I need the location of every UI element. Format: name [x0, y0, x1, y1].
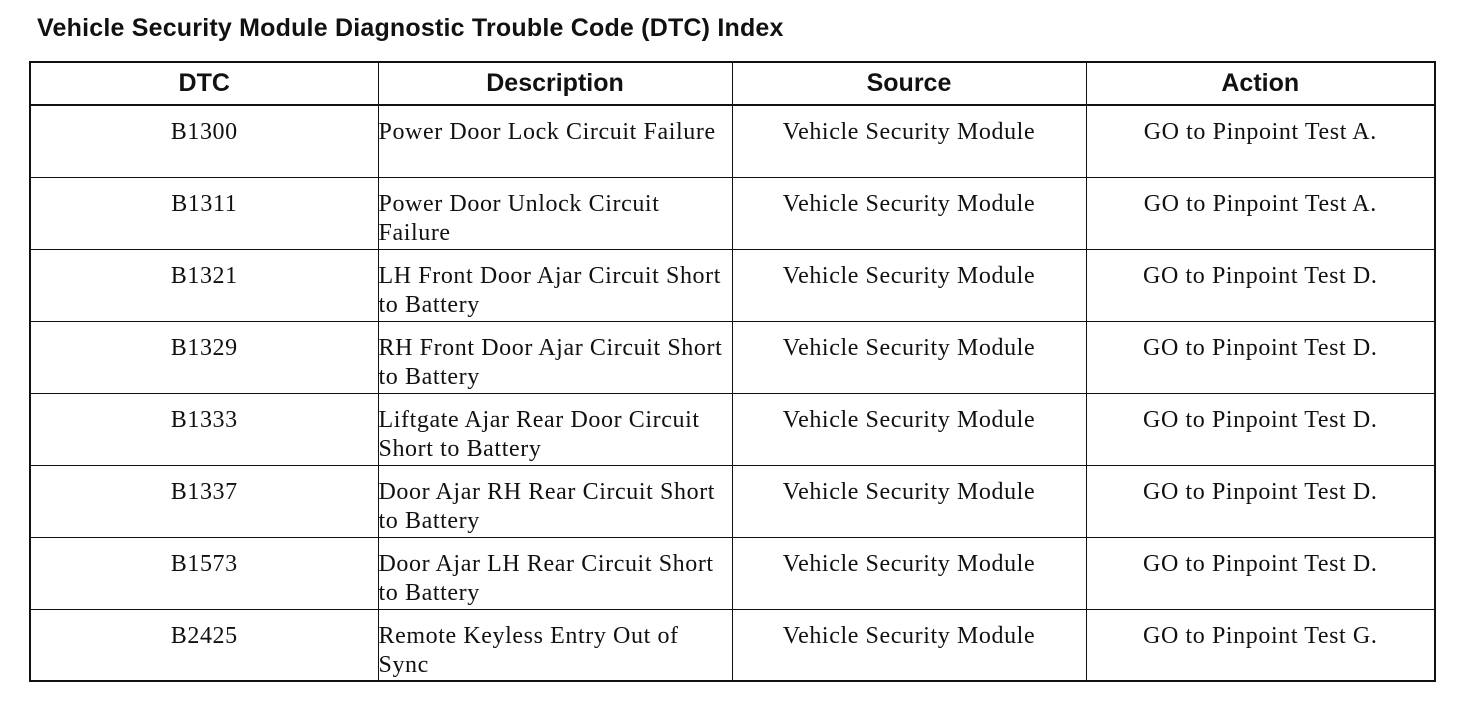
dtc-code-cell: B1573: [30, 537, 378, 609]
source-cell: Vehicle Security Module: [732, 177, 1086, 249]
header-action: Action: [1086, 62, 1435, 105]
table-body: [30, 105, 1435, 681]
header-row: [30, 62, 1435, 105]
dtc-code-cell: B1333: [30, 393, 378, 465]
dtc-code-cell: B1300: [30, 105, 378, 177]
table-header: [30, 62, 1435, 105]
dtc-code-cell: B1337: [30, 465, 378, 537]
source-cell: Vehicle Security Module: [732, 249, 1086, 321]
action-cell: GO to Pinpoint Test D.: [1086, 537, 1435, 609]
description-cell: Remote Keyless Entry Out of Sync: [378, 609, 732, 681]
page-title: Vehicle Security Module Diagnostic Trouble Code (DTC) Index: [37, 14, 784, 42]
table-row: [30, 465, 1435, 537]
action-cell: GO to Pinpoint Test A.: [1086, 105, 1435, 177]
action-cell: GO to Pinpoint Test D.: [1086, 321, 1435, 393]
description-cell: Door Ajar RH Rear Circuit Short to Battery: [378, 465, 732, 537]
header-description: Description: [378, 62, 732, 105]
description-cell: LH Front Door Ajar Circuit Short to Battery: [378, 249, 732, 321]
source-cell: Vehicle Security Module: [732, 321, 1086, 393]
action-cell: GO to Pinpoint Test D.: [1086, 249, 1435, 321]
source-cell: Vehicle Security Module: [732, 393, 1086, 465]
dtc-index-table: [29, 61, 1436, 682]
header-dtc: DTC: [30, 62, 378, 105]
action-cell: GO to Pinpoint Test D.: [1086, 465, 1435, 537]
description-cell: RH Front Door Ajar Circuit Short to Battery: [378, 321, 732, 393]
description-cell: Liftgate Ajar Rear Door Circuit Short to Battery: [378, 393, 732, 465]
description-cell: Door Ajar LH Rear Circuit Short to Battery: [378, 537, 732, 609]
dtc-code-cell: B1311: [30, 177, 378, 249]
description-cell: Power Door Unlock Circuit Failure: [378, 177, 732, 249]
table-row: [30, 177, 1435, 249]
table-row: [30, 609, 1435, 681]
action-cell: GO to Pinpoint Test G.: [1086, 609, 1435, 681]
table-row: [30, 321, 1435, 393]
action-cell: GO to Pinpoint Test A.: [1086, 177, 1435, 249]
header-source: Source: [732, 62, 1086, 105]
dtc-code-cell: B1329: [30, 321, 378, 393]
table-row: [30, 249, 1435, 321]
source-cell: Vehicle Security Module: [732, 609, 1086, 681]
source-cell: Vehicle Security Module: [732, 537, 1086, 609]
table-row: [30, 537, 1435, 609]
dtc-code-cell: B2425: [30, 609, 378, 681]
dtc-code-cell: B1321: [30, 249, 378, 321]
source-cell: Vehicle Security Module: [732, 465, 1086, 537]
description-cell: Power Door Lock Circuit Failure: [378, 105, 732, 177]
table-row: [30, 393, 1435, 465]
action-cell: GO to Pinpoint Test D.: [1086, 393, 1435, 465]
source-cell: Vehicle Security Module: [732, 105, 1086, 177]
table-row: [30, 105, 1435, 177]
